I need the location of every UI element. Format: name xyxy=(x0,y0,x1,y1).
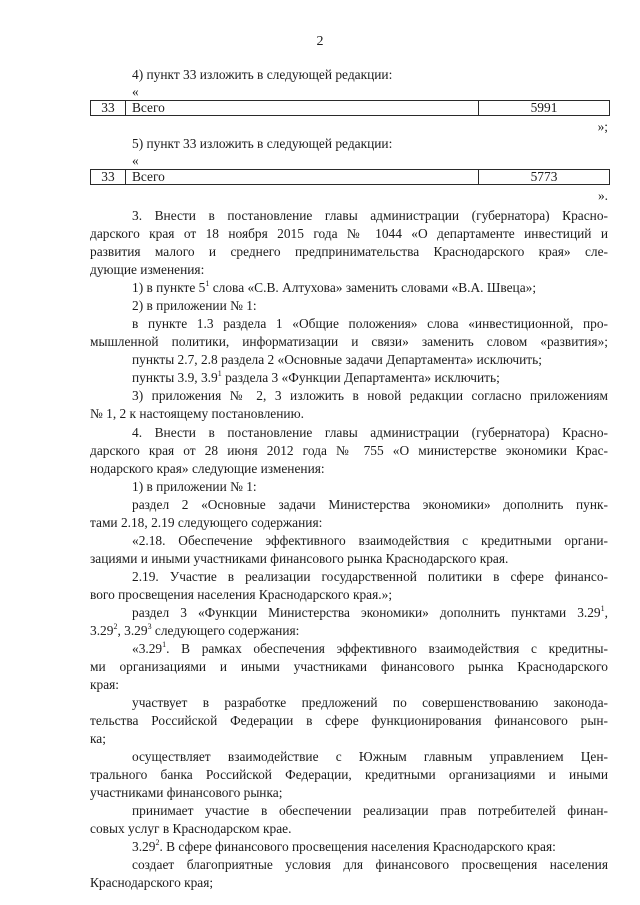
superscript: 2 xyxy=(113,621,118,631)
text-line xyxy=(90,604,608,621)
text-line: осуществляет взаимодействие с Южным главным управлением Цен- xyxy=(132,749,608,764)
text-line: «2.18. Обеспечение эффективного взаимодействия с кредитными органи- xyxy=(132,533,608,548)
text-line: 1) в приложении № 1: xyxy=(132,479,257,494)
text-line: пункты 2.7, 2.8 раздела 2 «Основные задачи Департамента» исключить; xyxy=(132,352,542,367)
text-line xyxy=(90,640,608,657)
amendment-4-quote-open: « xyxy=(132,84,139,99)
text-fragment: 3.29 xyxy=(132,839,156,854)
text-fragment: , xyxy=(604,605,608,620)
text-line: ми организациями и иными участниками финансового рынка Краснодарского xyxy=(90,659,608,674)
text-line: дарского края от 28 июня 2012 года № 755 «О министерстве экономики Крас- xyxy=(90,443,608,458)
text-fragment: раздела 3 «Функции Департамента» исключить; xyxy=(221,370,500,385)
text-fragment: пункты 3.9, 3.9 xyxy=(132,370,218,385)
row-label-cell: Всего xyxy=(126,101,479,116)
text-line: ка; xyxy=(90,731,106,746)
text-line: принимает участие в обеспечении реализации прав потребителей финан- xyxy=(132,803,608,818)
text-line: участниками финансового рынка; xyxy=(90,785,283,800)
superscript: 2 xyxy=(155,837,160,847)
text-line: дарского края от 18 ноября 2015 года № 1044 «О департаменте инвестиций и xyxy=(90,226,608,241)
text-line: 4. Внести в постановление главы администрации (губернатора) Красно- xyxy=(132,425,608,440)
text-fragment: , 3.29 xyxy=(117,623,148,638)
superscript: 1 xyxy=(205,278,210,288)
text-line xyxy=(90,838,608,855)
text-line xyxy=(90,369,608,386)
amendment-5-quote-close: ». xyxy=(597,188,608,203)
text-fragment: 3.29 xyxy=(90,623,114,638)
text-line: участвует в разработке предложений по совершенствованию законода- xyxy=(132,695,608,710)
amendment-4-intro: 4) пункт 33 изложить в следующей редакции: xyxy=(132,67,393,82)
text-line: создает благоприятные условия для финансового просвещения населения xyxy=(132,857,608,872)
text-line: тами 2.18, 2.19 следующего содержания: xyxy=(90,515,323,530)
text-fragment: раздел 3 «Функции Министерства экономики» дополнить пунктами 3.29 xyxy=(132,605,601,620)
text-line: 3. Внести в постановление главы администрации (губернатора) Красно- xyxy=(132,208,608,223)
row-value-cell: 5773 xyxy=(479,170,610,185)
text-fragment: . В сфере финансового просвещения населения Краснодарского края: xyxy=(159,839,556,854)
text-fragment: следующего содержания: xyxy=(151,623,300,638)
amendment-5-table xyxy=(90,169,610,185)
text-line: совых услуг в Краснодарском крае. xyxy=(90,821,292,836)
text-line: тельства Российской Федерации в сфере функционирования финансового рын- xyxy=(90,713,608,728)
text-line xyxy=(90,622,608,639)
text-line: трального банка Российской Федерации, кредитными организациями и иными xyxy=(90,767,608,782)
text-line: дующие изменения: xyxy=(90,262,205,277)
text-line: Краснодарского края; xyxy=(90,875,214,890)
superscript: 1 xyxy=(162,639,167,649)
text-line: в пункте 1.3 раздела 1 «Общие положения» слова «инвестиционной, про- xyxy=(132,316,608,331)
row-number-cell: 33 xyxy=(91,101,126,116)
superscript: 1 xyxy=(600,603,605,613)
text-line: № 1, 2 к настоящему постановлению. xyxy=(90,406,304,421)
text-line: развития малого и среднего предпринимательства Краснодарского края» сле- xyxy=(90,244,608,259)
text-line: 2) в приложении № 1: xyxy=(132,298,257,313)
text-fragment: «3.29 xyxy=(132,641,163,656)
text-line: зациями и иными участниками финансового рынка Краснодарского края. xyxy=(90,551,509,566)
text-line: нодарского края» следующие изменения: xyxy=(90,461,325,476)
text-line: 3) приложения № 2, 3 изложить в новой редакции согласно приложениям xyxy=(132,388,608,403)
table-row xyxy=(91,101,610,116)
row-label-cell: Всего xyxy=(126,170,479,185)
superscript: 1 xyxy=(217,368,222,378)
table-row xyxy=(91,170,610,185)
row-number-cell: 33 xyxy=(91,170,126,185)
text-line: края: xyxy=(90,677,120,692)
text-line xyxy=(90,279,608,296)
text-line: мышленной политики, информатизации и связи» заменить словом «развития»; xyxy=(90,334,608,349)
text-fragment: . В рамках обеспечения эффективного взаимодействия с кредитны- xyxy=(166,641,608,656)
text-line: вого просвещения населения Краснодарского края.»; xyxy=(90,587,393,602)
amendment-5-intro: 5) пункт 33 изложить в следующей редакции: xyxy=(132,136,393,151)
text-line: 2.19. Участие в реализации государственной политики в сфере финансо- xyxy=(132,569,608,584)
amendment-4-table xyxy=(90,100,610,116)
page-number: 2 xyxy=(316,34,324,49)
amendment-5-quote-open: « xyxy=(132,153,139,168)
row-value-cell: 5991 xyxy=(479,101,610,116)
text-line: раздел 2 «Основные задачи Министерства экономики» дополнить пунк- xyxy=(132,497,608,512)
text-fragment: слова «С.В. Алтухова» заменить словами «В.А. Швеца»; xyxy=(209,280,537,295)
superscript: 3 xyxy=(147,621,152,631)
amendment-4-quote-close: »; xyxy=(597,119,608,134)
text-fragment: 1) в пункте 5 xyxy=(132,280,206,295)
